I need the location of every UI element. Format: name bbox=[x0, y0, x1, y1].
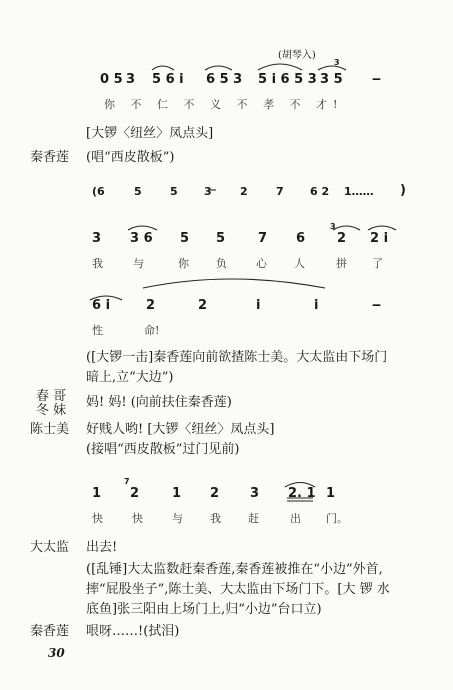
lyric: 快 bbox=[132, 512, 143, 525]
sing-instruction: (唱“西皮散板”) bbox=[86, 150, 175, 165]
jianpu-note: 0 5 bbox=[100, 72, 123, 87]
slur bbox=[143, 279, 325, 288]
lyric: 性 bbox=[92, 324, 103, 337]
jianpu-note: 3 bbox=[126, 72, 136, 87]
lyric: 与 bbox=[172, 512, 183, 525]
slur bbox=[258, 64, 302, 70]
speaker-name: 春 哥 bbox=[36, 389, 67, 404]
stage-direction: 底鱼]张三阳由上场门上,归“小边”台口立) bbox=[86, 602, 322, 617]
jianpu-note: 1 bbox=[172, 486, 182, 501]
jianpu-note: 5 bbox=[134, 185, 142, 198]
slur bbox=[128, 226, 157, 230]
jianpu-note: 2 bbox=[240, 185, 248, 198]
lyric: 赶 bbox=[248, 512, 259, 525]
lyric: 我 bbox=[210, 512, 221, 525]
jianpu-note: 5 6 i bbox=[152, 72, 184, 87]
jianpu-note: 2 i bbox=[370, 231, 389, 246]
speaker-name: 陈士美 bbox=[30, 422, 70, 437]
jianpu-note: 6 i bbox=[92, 298, 111, 313]
jianpu-note: i bbox=[256, 298, 261, 313]
dialogue: 妈! 妈! (向前扶住秦香莲) bbox=[86, 395, 232, 410]
lyric: 你 bbox=[178, 257, 189, 270]
jianpu-note: 6 2 bbox=[310, 185, 330, 198]
lyric: 快 bbox=[92, 512, 103, 525]
jianpu-note: 1…… bbox=[344, 185, 374, 198]
accompaniment-note: (胡琴入) bbox=[278, 50, 316, 61]
sing-instruction: (接唱“西皮散板”过门见前) bbox=[86, 442, 240, 457]
lyric: 与 bbox=[133, 257, 144, 270]
page-number: 30 bbox=[48, 646, 65, 660]
jianpu-note: 5 i 6 5 3 bbox=[258, 72, 317, 87]
jianpu-note: 7 bbox=[258, 231, 268, 246]
speaker-name: 大太监 bbox=[30, 540, 70, 555]
slur bbox=[318, 66, 346, 70]
dash: ‒ bbox=[372, 72, 382, 87]
jianpu-note: 2 bbox=[130, 486, 140, 501]
lyric: 心 bbox=[256, 257, 267, 270]
jianpu-note: 6 5 3 bbox=[206, 72, 243, 87]
jianpu-note: 5 bbox=[180, 231, 190, 246]
jianpu-note: 2 bbox=[210, 486, 220, 501]
jianpu-note: ) bbox=[400, 183, 406, 198]
jianpu-note: 1 bbox=[92, 486, 102, 501]
dialogue: 好贱人哟! [大锣〈纽丝〉凤点头] bbox=[86, 422, 275, 437]
percussion-cue: [大锣〈纽丝〉凤点头] bbox=[86, 126, 214, 141]
grace-note: 7 bbox=[124, 477, 130, 486]
jianpu-note: 1 bbox=[326, 486, 336, 501]
lyric: 出 bbox=[290, 512, 301, 525]
jianpu-note: 2 bbox=[198, 298, 208, 313]
grace-note: 3 bbox=[330, 222, 336, 231]
lyric: 我 bbox=[92, 257, 103, 270]
lyric: 门。 bbox=[326, 512, 348, 525]
lyric: 负 bbox=[216, 257, 227, 270]
dash: ‒ bbox=[372, 298, 382, 313]
stage-direction: 摔“屁股坐子”,陈士美、大太监由下场门下。[大 锣 水 bbox=[86, 582, 390, 597]
lyric: 命! bbox=[144, 324, 160, 337]
jianpu-note: i bbox=[314, 298, 319, 313]
lyric: 人 bbox=[294, 257, 305, 270]
stage-direction: ([大锣一击]秦香莲向前欲揸陈士美。大太监由下场门 bbox=[86, 350, 388, 365]
jianpu-note: (6 bbox=[92, 185, 105, 198]
jianpu-note: 3 6 bbox=[130, 231, 153, 246]
jianpu-note: 7 bbox=[276, 185, 284, 198]
dialogue: 出去! bbox=[86, 540, 118, 555]
slur bbox=[152, 66, 174, 70]
jianpu-note: 2 bbox=[146, 298, 156, 313]
lyrics-line: 你 不 仁 不 义 不 孝 不 才! bbox=[104, 98, 344, 111]
jianpu-note: 3 bbox=[92, 231, 102, 246]
jianpu-note: 5 bbox=[216, 231, 226, 246]
grace-note: 3 bbox=[334, 58, 340, 67]
jianpu-note: 3 bbox=[250, 486, 260, 501]
lyric: 了 bbox=[372, 257, 383, 270]
slur bbox=[333, 226, 360, 230]
jianpu-note: 2. 1 bbox=[288, 486, 316, 501]
jianpu-note: 3 5 bbox=[320, 72, 343, 87]
jianpu-note: 6 bbox=[296, 231, 306, 246]
jianpu-note: 5 bbox=[170, 185, 178, 198]
slur bbox=[205, 66, 232, 70]
jianpu-note: 3 bbox=[204, 185, 212, 198]
speaker-name: 秦香莲 bbox=[30, 150, 70, 165]
jianpu-note: 2 bbox=[337, 231, 347, 246]
lyric: 拼 bbox=[336, 257, 347, 270]
speaker-name: 秦香莲 bbox=[30, 624, 70, 639]
slur bbox=[368, 226, 396, 230]
stage-direction: 暗上,立“大边”) bbox=[86, 370, 174, 385]
stage-direction: ([乱锤]大太监数赶秦香莲,秦香莲被推在“小边”外首, bbox=[86, 562, 383, 577]
speaker-name: 冬 妹 bbox=[36, 403, 67, 418]
dialogue: 哏呀……!(拭泪) bbox=[86, 624, 180, 639]
